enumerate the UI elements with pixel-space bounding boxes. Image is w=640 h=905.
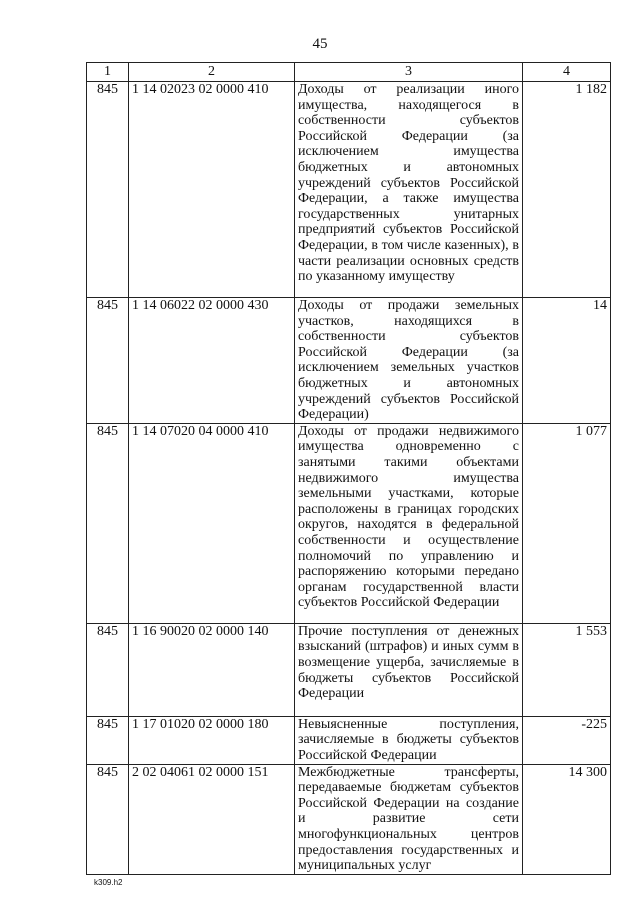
table-row — [87, 623, 611, 716]
description-cell: Доходы от реализации иного имущества, находящегося в собственности субъектов Российской Федерации (за исключением имущества бюджетных и автономных учреждений субъектов Российской Федерации, а также имущества государственных унитарных предприятий субъектов Российской Федерации, в том числе казенных), в части реализации основных средств по указанному имуществу — [295, 82, 523, 298]
amount-cell: 14 — [523, 298, 611, 424]
table-row — [87, 716, 611, 764]
budget-code-cell: 1 16 90020 02 0000 140 — [129, 623, 295, 716]
amount-cell: 1 553 — [523, 623, 611, 716]
description-cell: Невыясненные поступления, зачисляемые в бюджеты субъектов Российской Федерации — [295, 716, 523, 764]
table-row — [87, 423, 611, 623]
budget-code-cell: 2 02 04061 02 0000 151 — [129, 764, 295, 874]
table-row — [87, 764, 611, 874]
revenue-table — [86, 62, 611, 875]
amount-cell: 14 300 — [523, 764, 611, 874]
admin-code-cell: 845 — [87, 298, 129, 424]
amount-cell: 1 077 — [523, 423, 611, 623]
amount-cell: 1 182 — [523, 82, 611, 298]
budget-code-cell: 1 14 06022 02 0000 430 — [129, 298, 295, 424]
description-cell: Доходы от продажи земельных участков, находящихся в собственности субъектов Российской Федерации (за исключением земельных участков бюджетных и автономных учреждений субъектов Российской Федерации) — [295, 298, 523, 424]
budget-code-cell: 1 17 01020 02 0000 180 — [129, 716, 295, 764]
column-header-admin: 1 — [87, 63, 129, 82]
table-row — [87, 82, 611, 298]
table-row — [87, 298, 611, 424]
description-cell: Межбюджетные трансферты, передаваемые бюджетам субъектов Российской Федерации на создание и развитие сети многофункциональных центров предоставления государственных и муниципальных услуг — [295, 764, 523, 874]
budget-code-cell: 1 14 02023 02 0000 410 — [129, 82, 295, 298]
description-cell: Прочие поступления от денежных взысканий (штрафов) и иных сумм в возмещение ущерба, зачисляемые в бюджеты субъектов Российской Федерации — [295, 623, 523, 716]
table-header-row — [87, 63, 611, 82]
column-header-amount: 4 — [523, 63, 611, 82]
amount-cell: -225 — [523, 716, 611, 764]
page-number: 45 — [312, 36, 328, 52]
admin-code-cell: 845 — [87, 716, 129, 764]
budget-code-cell: 1 14 07020 04 0000 410 — [129, 423, 295, 623]
admin-code-cell: 845 — [87, 623, 129, 716]
column-header-description: 3 — [295, 63, 523, 82]
admin-code-cell: 845 — [87, 82, 129, 298]
admin-code-cell: 845 — [87, 423, 129, 623]
column-header-code: 2 — [129, 63, 295, 82]
admin-code-cell: 845 — [87, 764, 129, 874]
description-cell: Доходы от продажи недвижимого имущества одновременно с занятыми такими объектами недвижимого имущества земельными участками, которые расположены в границах городских округов, находятся в федеральной собственности и осуществление полномочий по управлению и распоряжению которыми передано органам государственной власти субъектов Российской Федерации — [295, 423, 523, 623]
document-footer-code: k309.h2 — [94, 878, 123, 887]
